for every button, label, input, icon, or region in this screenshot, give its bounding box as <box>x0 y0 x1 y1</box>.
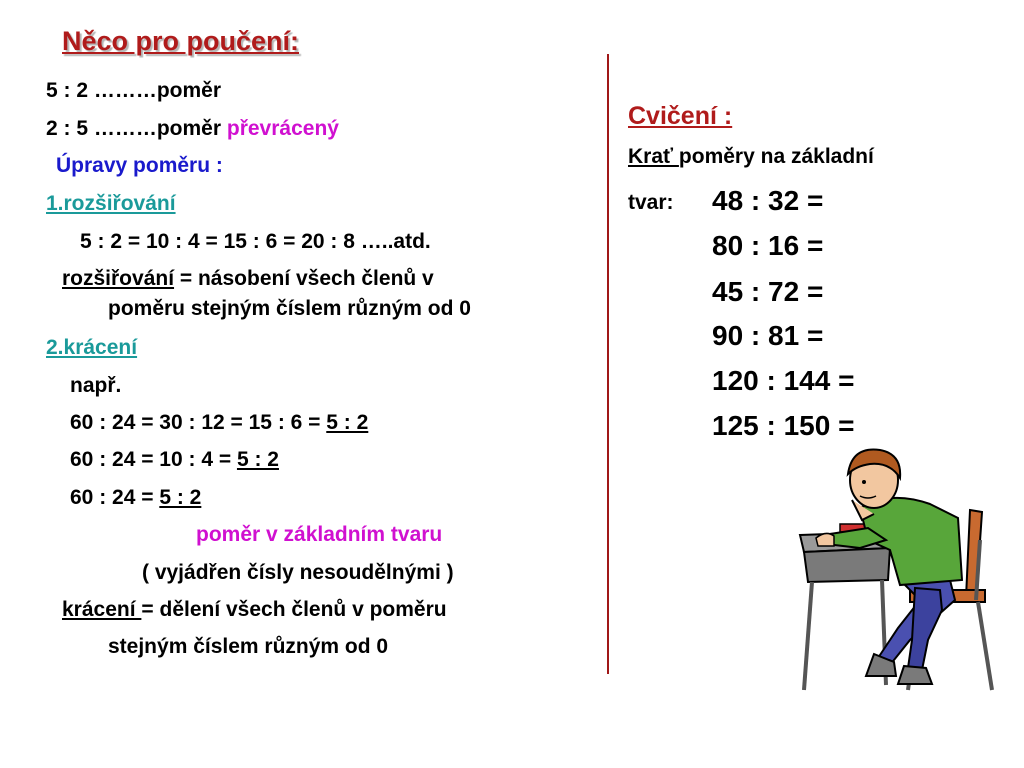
reduce-result-1: 5 : 2 <box>326 411 369 434</box>
expanding-definition-cont: poměru stejným číslem různým od 0 <box>108 297 471 320</box>
reduce-example-3-text: 60 : 24 = <box>70 486 160 509</box>
reduce-example-1 <box>70 412 368 433</box>
ratio-line: 5 : 2 ………poměr <box>46 79 222 102</box>
page-title: Něco pro poučení: <box>62 26 300 56</box>
example-label: např. <box>70 374 122 397</box>
adjustments-heading: Úpravy poměru : <box>56 154 223 177</box>
exercise-item: 80 : 16 = <box>712 230 824 261</box>
exercise-item: 120 : 144 = <box>712 365 855 396</box>
task-line <box>628 146 874 167</box>
student-at-desk-illustration <box>790 440 1010 700</box>
reduce-example-2 <box>70 449 279 470</box>
reducing-term: krácení <box>62 598 142 621</box>
reducing-link[interactable]: 2.krácení <box>46 336 138 359</box>
expanding-definition <box>62 268 434 289</box>
reduce-example-2-text: 60 : 24 = 10 : 4 = <box>70 448 237 471</box>
column-divider <box>607 54 609 674</box>
basic-form-label: poměr v základním tvaru <box>196 523 443 546</box>
task-form-label: tvar: <box>628 191 674 214</box>
exercise-item: 48 : 32 = <box>712 185 824 216</box>
reducing-definition <box>62 599 447 620</box>
inverse-word: převrácený <box>226 117 339 140</box>
coprime-note: ( vyjádřen čísly nesoudělnými ) <box>142 561 454 584</box>
reduce-example-1-text: 60 : 24 = 30 : 12 = 15 : 6 = <box>70 411 327 434</box>
reducing-definition-cont: stejným číslem různým od 0 <box>108 635 389 658</box>
exercise-item: 45 : 72 = <box>712 276 824 307</box>
task-verb: Krať <box>628 145 679 168</box>
reduce-example-3 <box>70 487 201 508</box>
expanding-example: 5 : 2 = 10 : 4 = 15 : 6 = 20 : 8 …..atd. <box>80 230 431 253</box>
reduce-result-3: 5 : 2 <box>159 486 202 509</box>
exercise-item: 125 : 150 = <box>712 410 855 441</box>
task-text: poměry na základní <box>678 145 874 168</box>
exercise-item: 90 : 81 = <box>712 320 824 351</box>
exercise-heading: Cvičení : <box>628 102 733 130</box>
expanding-term: rozšiřování <box>62 267 175 290</box>
inverse-ratio-text: 2 : 5 ………poměr <box>46 117 227 140</box>
inverse-ratio-line <box>46 118 339 139</box>
reduce-result-2: 5 : 2 <box>236 448 279 471</box>
expanding-definition-text: = násobení všech členů v <box>174 267 434 290</box>
reducing-definition-text: = dělení všech členů v poměru <box>141 598 447 621</box>
expanding-link[interactable]: 1.rozšiřování <box>46 192 176 215</box>
